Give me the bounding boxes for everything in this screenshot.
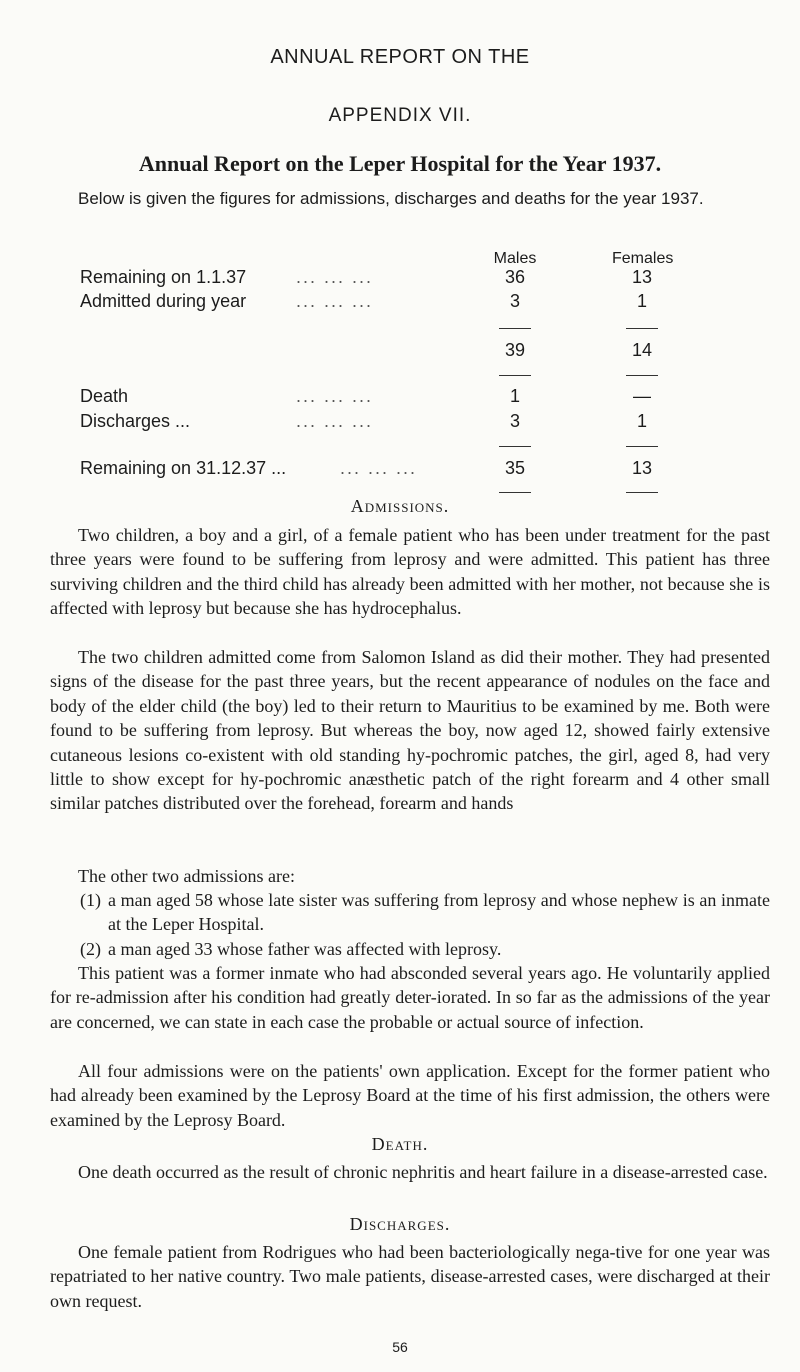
females-column-header: Females [612, 250, 674, 267]
divider [626, 375, 658, 376]
table-row [0, 411, 800, 435]
leader-dots: ... ... ... [340, 458, 418, 478]
divider [499, 446, 531, 447]
divider [626, 328, 658, 329]
table-row-total [0, 458, 800, 482]
running-head: ANNUAL REPORT ON THE [270, 46, 530, 68]
row-label: Discharges ... [80, 411, 191, 431]
admission-item-2 [80, 937, 770, 961]
leader-dots: ... ... ... [296, 386, 374, 406]
males-value: 3 [509, 291, 520, 311]
item-number: (1) [80, 890, 101, 910]
females-value: 14 [631, 340, 653, 360]
females-value: 1 [636, 291, 647, 311]
males-value: 3 [509, 411, 520, 431]
row-label: Remaining on 31.12.37 ... [80, 458, 287, 478]
males-column-header: Males [493, 250, 537, 267]
admission-item-1 [80, 888, 770, 937]
admissions-paragraph-2: The two children admitted come from Salomon Island as did their mother. They had presented signs of the disease for the past three years, but the recent appearance of nodules on the face and body of the elder child (the boy) led to their return to Mauritius to be examined by me. Both were found to be suffering from leprosy. But whereas the boy, now aged 12, showed fairly extensive cutaneous lesions co-existent with old standing hy-pochromic patches, the girl, aged 8, had very little to show except for hy-pochromic anæsthetic patch of the right forearm and 4 other small similar patches distributed over the forehead, forearm and hands [50, 647, 770, 814]
admissions-paragraph-1: Two children, a boy and a girl, of a female patient who has been under treatment for the past three years were found to be suffering from leprosy and were admitted. This patient has three surviving children and the third child has already been admitted with her mother, not because she is affected with leprosy but because she has hydrocephalus. [50, 525, 770, 619]
divider [626, 492, 658, 493]
males-value: 35 [504, 458, 526, 478]
males-value: 1 [509, 386, 520, 406]
females-value: 13 [631, 458, 653, 478]
divider [499, 328, 531, 329]
females-value: 1 [636, 411, 647, 431]
death-heading: Death. [371, 1134, 429, 1154]
males-value: 36 [504, 267, 526, 287]
females-value: — [633, 386, 651, 406]
item-text: a man aged 58 whose late sister was suffering from leprosy and whose nephew is an inmate at the Leper Hospital. [108, 890, 770, 935]
divider [626, 446, 658, 447]
discharges-paragraph: One female patient from Rodrigues who had been bacteriologically nega-tive for one year was repatriated to her native country. Two male patients, disease-arrested cases, were discharged at their own request. [50, 1242, 770, 1311]
row-label: Remaining on 1.1.37 [80, 267, 247, 287]
item-text: a man aged 33 whose father was affected with leprosy. [108, 939, 502, 959]
death-paragraph: One death occurred as the result of chronic nephritis and heart failure in a disease-arrested case. [78, 1162, 768, 1182]
divider [499, 492, 531, 493]
leader-dots: ... ... ... [296, 291, 374, 311]
leader-dots: ... ... ... [296, 267, 374, 287]
males-value: 39 [504, 340, 526, 360]
divider [499, 375, 531, 376]
page-number: 56 [392, 1339, 408, 1355]
row-label: Death [80, 386, 129, 406]
row-label: Admitted during year [80, 291, 247, 311]
leader-dots: ... ... ... [296, 411, 374, 431]
females-value: 13 [631, 267, 653, 287]
table-row [0, 291, 800, 315]
intro-paragraph: Below is given the figures for admissions, discharges and deaths for the year 1937. [78, 189, 704, 208]
admissions-paragraph-5: All four admissions were on the patients' own application. Except for the former patient who had already been examined by the Leprosy Board at the time of his first admission, the others were examined by the Leprosy Board. [50, 1061, 770, 1130]
table-row-subtotal [0, 340, 800, 364]
item-number: (2) [80, 939, 101, 959]
table-row [0, 386, 800, 410]
admissions-paragraph-3: The other two admissions are: [78, 866, 295, 886]
admissions-paragraph-4: This patient was a former inmate who had absconded several years ago. He voluntarily applied for re-admission after his condition had greatly deter-iorated. In so far as the admissions of the year are concerned, we can state in each case the probable or actual source of infection. [50, 963, 770, 1032]
discharges-heading: Discharges. [349, 1214, 451, 1234]
table-row [0, 267, 800, 291]
admissions-heading: Admissions. [350, 496, 450, 516]
appendix-label: APPENDIX VII. [328, 105, 472, 126]
page-title: Annual Report on the Leper Hospital for the Year 1937. [138, 151, 662, 176]
